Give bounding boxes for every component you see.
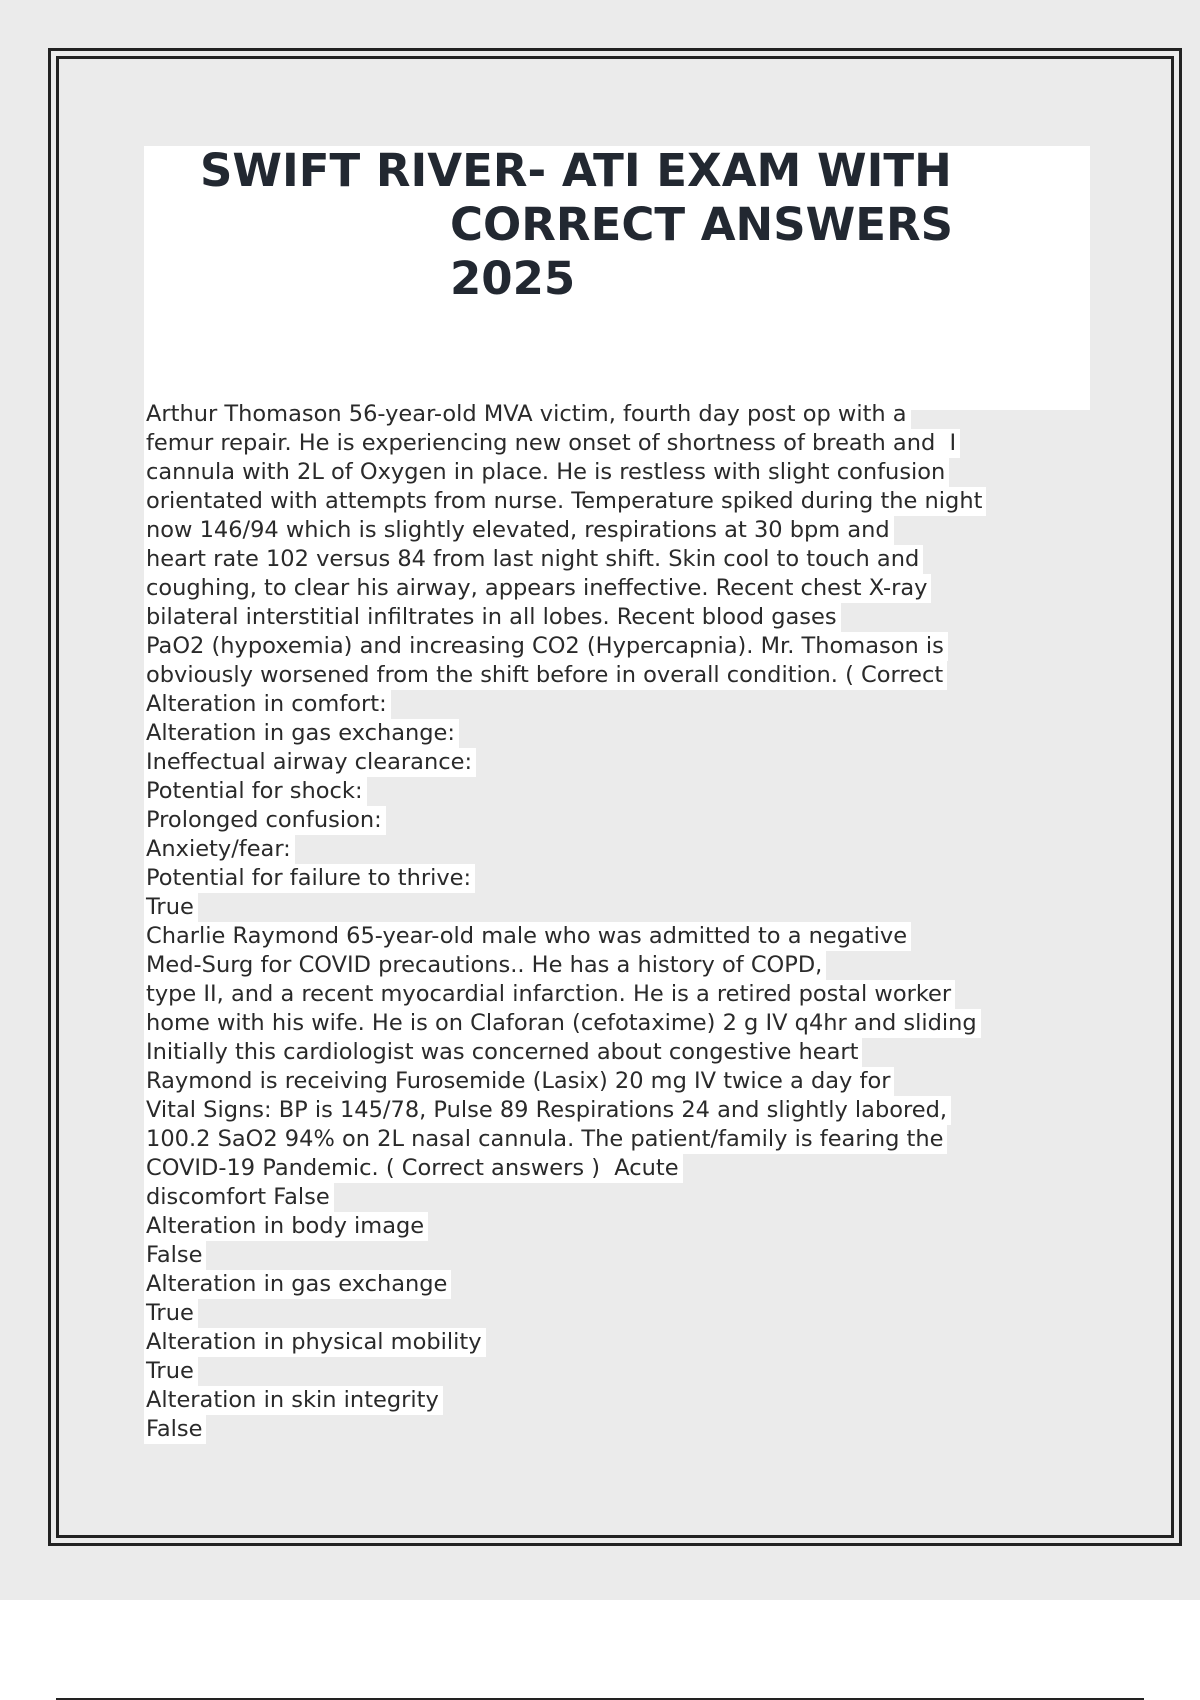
text-line: orientated with attempts from nurse. Temperature spiked during the night: [144, 487, 986, 516]
text-line: home with his wife. He is on Claforan (cefotaxime) 2 g IV q4hr and sliding: [144, 1009, 981, 1038]
text-line: False: [144, 1241, 206, 1270]
text-line: True: [144, 1357, 198, 1386]
text-line: PaO2 (hypoxemia) and increasing CO2 (Hypercapnia). Mr. Thomason is: [144, 632, 948, 661]
text-line: cannula with 2L of Oxygen in place. He is restless with slight confusion: [144, 458, 949, 487]
document-title-line-2: CORRECT ANSWERS: [450, 198, 954, 251]
text-line: Charlie Raymond 65-year-old male who was admitted to a negative: [144, 922, 911, 951]
text-line: obviously worsened from the shift before in overall condition. ( Correct: [144, 661, 947, 690]
text-line: Arthur Thomason 56-year-old MVA victim, fourth day post op with a: [144, 400, 911, 429]
text-line: coughing, to clear his airway, appears ineffective. Recent chest X-ray: [144, 574, 931, 603]
text-line: Alteration in gas exchange: [144, 1270, 451, 1299]
document-body: [144, 400, 986, 1444]
text-line: Alteration in comfort:: [144, 690, 391, 719]
text-line: True: [144, 893, 198, 922]
text-line: bilateral interstitial infiltrates in all lobes. Recent blood gases: [144, 603, 841, 632]
text-line: Anxiety/fear:: [144, 835, 295, 864]
text-line: Ineffectual airway clearance:: [144, 748, 476, 777]
text-line: Alteration in gas exchange:: [144, 719, 459, 748]
document-title-line-3: 2025: [450, 252, 576, 305]
text-line: Alteration in physical mobility: [144, 1328, 486, 1357]
text-line: Raymond is receiving Furosemide (Lasix) 20 mg IV twice a day for: [144, 1067, 894, 1096]
text-line: heart rate 102 versus 84 from last night shift. Skin cool to touch and: [144, 545, 923, 574]
text-line: Potential for failure to thrive:: [144, 864, 475, 893]
text-line: type II, and a recent myocardial infarction. He is a retired postal worker: [144, 980, 955, 1009]
text-line: Vital Signs: BP is 145/78, Pulse 89 Respirations 24 and slightly labored,: [144, 1096, 951, 1125]
text-line: True: [144, 1299, 198, 1328]
text-line: Potential for shock:: [144, 777, 367, 806]
text-line: femur repair. He is experiencing new onset of shortness of breath and I: [144, 429, 960, 458]
text-line: Med-Surg for COVID precautions.. He has a history of COPD,: [144, 951, 826, 980]
text-line: Initially this cardiologist was concerned about congestive heart: [144, 1038, 862, 1067]
text-line: 100.2 SaO2 94% on 2L nasal cannula. The patient/family is fearing the: [144, 1125, 947, 1154]
text-line: Alteration in body image: [144, 1212, 428, 1241]
text-line: discomfort False: [144, 1183, 334, 1212]
document-title-line-1: SWIFT RIVER- ATI EXAM WITH: [200, 144, 952, 197]
text-line: now 146/94 which is slightly elevated, respirations at 30 bpm and: [144, 516, 894, 545]
text-line: Alteration in skin integrity: [144, 1386, 443, 1415]
text-line: Prolonged confusion:: [144, 806, 386, 835]
text-line: COVID-19 Pandemic. ( Correct answers ) Acute: [144, 1154, 683, 1183]
text-line: False: [144, 1415, 206, 1444]
